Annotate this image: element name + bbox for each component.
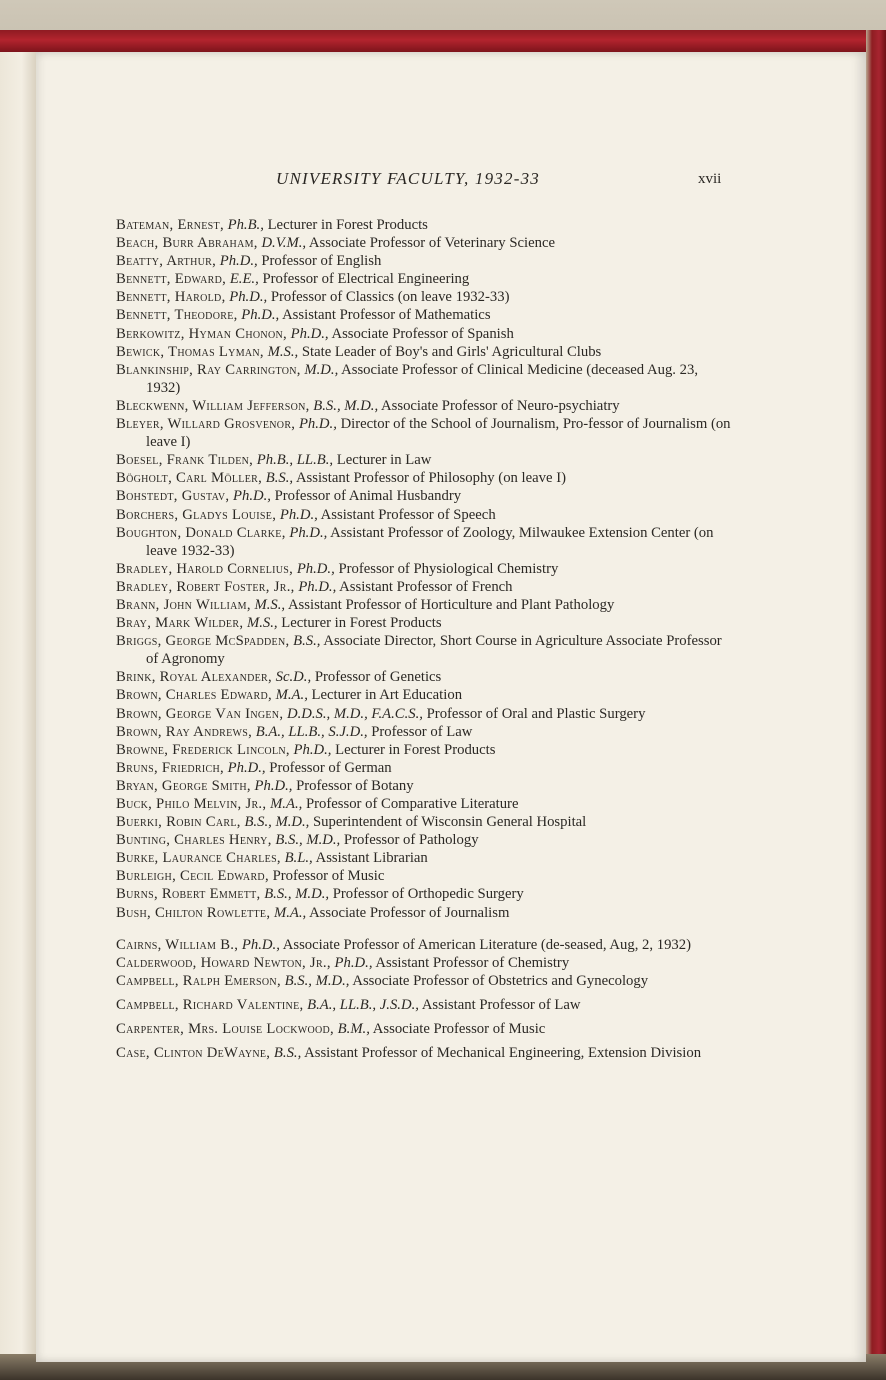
faculty-name: Bruns, Friedrich,	[116, 759, 224, 776]
faculty-entry	[116, 849, 731, 867]
faculty-degree: M.S.,	[267, 343, 299, 360]
faculty-title: Superintendent of Wisconsin General Hospital	[313, 814, 587, 831]
faculty-title: Associate Professor of Obstetrics and Gynecology	[352, 972, 649, 989]
faculty-name: Brown, George Van Ingen,	[116, 705, 284, 722]
faculty-name: Bunting, Charles Henry,	[116, 832, 272, 849]
faculty-name: Boughton, Donald Clarke,	[116, 524, 286, 541]
faculty-degree: M.A.,	[275, 687, 308, 704]
faculty-entry	[116, 270, 731, 288]
faculty-name: Bohstedt, Gustav,	[116, 488, 230, 505]
faculty-name: Berkowitz, Hyman Chonon,	[116, 325, 287, 342]
faculty-entry	[116, 614, 731, 632]
faculty-name: Bray, Mark Wilder,	[116, 615, 244, 632]
faculty-degree: Ph.D.,	[296, 560, 335, 577]
faculty-title: Associate Professor of Journalism	[309, 904, 510, 921]
faculty-degree: B.M.,	[337, 1021, 370, 1038]
faculty-degree: M.S.,	[246, 615, 278, 632]
faculty-name: Bennett, Harold,	[116, 289, 226, 306]
faculty-degree: Ph.D.,	[227, 759, 266, 776]
faculty-degree: Ph.D.,	[233, 488, 271, 505]
faculty-entry	[116, 867, 731, 885]
faculty-name: Burleigh, Cecil Edward,	[116, 868, 269, 885]
faculty-entry	[116, 996, 731, 1014]
faculty-name: Beatty, Arthur,	[116, 253, 217, 270]
faculty-title: Assistant Professor of Law	[421, 996, 581, 1013]
faculty-title: Professor of Genetics	[314, 669, 442, 686]
faculty-entry	[116, 487, 731, 505]
faculty-title: Lecturer in Forest Products	[335, 741, 496, 758]
book-page	[36, 52, 866, 1362]
faculty-degree: M.D.,	[304, 361, 339, 378]
faculty-entry	[116, 1020, 731, 1038]
faculty-degree: Ph.D.,	[334, 954, 373, 971]
faculty-name: Bradley, Robert Foster, Jr.,	[116, 578, 295, 595]
faculty-title: Assistant Professor of Mechanical Engineering, Extension Division	[304, 1045, 702, 1062]
faculty-entry	[116, 686, 731, 704]
faculty-title: Professor of Law	[371, 723, 473, 740]
faculty-title: Associate Professor of Clinical Medicine (deceased Aug. 23, 1932)	[146, 361, 699, 396]
faculty-title: Professor of Botany	[296, 777, 414, 794]
faculty-degree: Ph.D.,	[298, 578, 337, 595]
faculty-name: Burns, Robert Emmett,	[116, 886, 261, 903]
page-number: xvii	[698, 171, 722, 187]
faculty-title: Professor of Classics (on leave 1932-33)	[270, 289, 510, 306]
faculty-name: Buck, Philo Melvin, Jr.,	[116, 796, 267, 812]
faculty-degree: B.S., M.D.,	[244, 814, 310, 831]
faculty-entry	[116, 252, 731, 270]
faculty-degree: Ph.D.,	[219, 253, 258, 270]
faculty-degree: E.E.,	[229, 271, 259, 288]
faculty-name: Beach, Burr Abraham,	[116, 235, 258, 252]
faculty-name: Briggs, George McSpadden,	[116, 633, 290, 650]
faculty-title: State Leader of Boy's and Girls' Agricultural Clubs	[301, 343, 602, 360]
faculty-title: Associate Professor of Music	[372, 1021, 546, 1038]
faculty-degree: Ph.D.,	[229, 289, 268, 306]
faculty-name: Carpenter, Mrs. Louise Lockwood,	[116, 1021, 334, 1038]
faculty-list	[116, 216, 731, 1062]
faculty-title: Associate Professor of Veterinary Science	[308, 235, 555, 252]
faculty-name: Buerki, Robin Carl,	[116, 814, 241, 831]
faculty-title: Assistant Professor of Zoology, Milwaukee Extension Center (on leave 1932-33)	[146, 524, 714, 559]
faculty-degree: Ph.B., LL.B.,	[256, 452, 334, 469]
faculty-title: Assistant Professor of Philosophy (on leave I)	[295, 470, 566, 487]
faculty-name: Bleckwenn, William Jefferson,	[116, 397, 310, 414]
faculty-entry	[116, 234, 731, 252]
faculty-entry	[116, 723, 731, 741]
faculty-degree: Ph.D.,	[298, 416, 337, 433]
faculty-title: Associate Professor of Neuro-psychiatry	[381, 397, 620, 414]
faculty-entry	[116, 632, 731, 668]
faculty-entry	[116, 668, 731, 686]
faculty-degree: Ph.D.,	[290, 325, 329, 342]
faculty-name: Bögholt, Carl Möller,	[116, 470, 263, 487]
faculty-entry	[116, 469, 731, 487]
faculty-name: Campbell, Ralph Emerson,	[116, 972, 281, 989]
faculty-entry	[116, 795, 731, 813]
faculty-entry	[116, 705, 731, 723]
faculty-degree: Ph.D.,	[279, 506, 318, 523]
faculty-degree: B.S., M.D.,	[275, 832, 341, 849]
faculty-degree: Ph.D.,	[241, 936, 280, 953]
page-header	[36, 169, 866, 195]
faculty-entry	[116, 904, 731, 922]
faculty-degree: B.A., LL.B., S.J.D.,	[255, 723, 368, 740]
faculty-degree: M.A.,	[270, 796, 303, 812]
faculty-title: Associate Professor of Spanish	[331, 325, 514, 342]
faculty-name: Brink, Royal Alexander,	[116, 669, 272, 686]
book-binding-top	[0, 30, 886, 52]
faculty-entry	[116, 361, 731, 397]
faculty-degree: M.A.,	[273, 904, 307, 921]
faculty-title: Assistant Professor of Chemistry	[375, 954, 570, 971]
faculty-degree: Sc.D.,	[275, 669, 312, 686]
faculty-title: Assistant Professor of French	[339, 578, 513, 595]
faculty-name: Cairns, William B.,	[116, 936, 239, 953]
faculty-entry	[116, 343, 731, 361]
faculty-entry	[116, 777, 731, 795]
faculty-entry	[116, 397, 731, 415]
faculty-name: Burke, Laurance Charles,	[116, 850, 281, 867]
faculty-title: Professor of English	[261, 253, 382, 270]
faculty-degree: B.S., M.D.,	[284, 972, 350, 989]
faculty-entry	[116, 1044, 731, 1062]
faculty-degree: B.S.,	[265, 470, 294, 487]
faculty-entry	[116, 506, 731, 524]
faculty-entry	[116, 936, 731, 954]
faculty-title: Associate Professor of American Literature (de-seased, Aug, 2, 1932)	[282, 936, 692, 953]
faculty-entry	[116, 216, 731, 234]
faculty-entry	[116, 759, 731, 777]
faculty-degree: B.S.,	[293, 633, 321, 650]
faculty-name: Bush, Chilton Rowlette,	[116, 904, 271, 921]
faculty-degree: B.A., LL.B., J.S.D.,	[307, 996, 419, 1013]
faculty-degree: B.S., M.D.,	[264, 886, 330, 903]
faculty-title: Assistant Professor of Horticulture and Plant Pathology	[287, 596, 615, 613]
faculty-title: Professor of Music	[272, 868, 385, 885]
faculty-entry	[116, 741, 731, 759]
faculty-name: Boesel, Frank Tilden,	[116, 452, 254, 469]
faculty-title: Professor of Physiological Chemistry	[338, 560, 559, 577]
faculty-title: Professor of Electrical Engineering	[262, 271, 470, 288]
faculty-degree: B.L.,	[284, 850, 313, 867]
page-gutter	[0, 52, 36, 1380]
faculty-name: Bennett, Theodore,	[116, 307, 238, 324]
book-binding-right	[866, 30, 886, 1380]
faculty-entry	[116, 560, 731, 578]
faculty-title: Assistant Librarian	[315, 850, 428, 867]
faculty-degree: Ph.B.,	[227, 217, 264, 233]
faculty-name: Browne, Frederick Lincoln,	[116, 741, 290, 758]
faculty-entry	[116, 451, 731, 469]
faculty-title: Professor of Comparative Literature	[305, 796, 519, 812]
faculty-entry	[116, 813, 731, 831]
faculty-title: Associate Director, Short Course in Agriculture Associate Professor of Agronomy	[146, 633, 722, 668]
faculty-title: Lecturer in Art Education	[311, 687, 463, 704]
faculty-title: Assistant Professor of Mathematics	[282, 307, 491, 324]
faculty-name: Brann, John William,	[116, 596, 251, 613]
faculty-title: Lecturer in Forest Products	[281, 615, 442, 632]
faculty-entry	[116, 306, 731, 324]
faculty-name: Bradley, Harold Cornelius,	[116, 560, 294, 577]
faculty-degree: Ph.D.,	[293, 741, 332, 758]
faculty-entry	[116, 288, 731, 306]
faculty-title: Professor of Animal Husbandry	[274, 488, 462, 505]
faculty-name: Bewick, Thomas Lyman,	[116, 343, 264, 360]
faculty-name: Bleyer, Willard Grosvenor,	[116, 416, 296, 433]
faculty-entry	[116, 596, 731, 614]
faculty-degree: Ph.D.,	[241, 307, 280, 324]
faculty-entry	[116, 831, 731, 849]
faculty-title: Professor of German	[269, 759, 392, 776]
faculty-entry	[116, 885, 731, 903]
faculty-name: Bryan, George Smith,	[116, 777, 251, 794]
faculty-title: Director of the School of Journalism, Pro-fessor of Journalism (on leave I)	[146, 416, 731, 451]
faculty-degree: M.S.,	[254, 596, 286, 613]
faculty-title: Professor of Orthopedic Surgery	[332, 886, 524, 903]
faculty-name: Borchers, Gladys Louise,	[116, 506, 277, 523]
faculty-name: Bennett, Edward,	[116, 271, 227, 288]
faculty-degree: B.S., M.D.,	[313, 397, 379, 414]
faculty-title: Professor of Oral and Plastic Surgery	[426, 705, 646, 722]
faculty-entry	[116, 325, 731, 343]
faculty-name: Case, Clinton DeWayne,	[116, 1045, 271, 1062]
faculty-name: Bateman, Ernest,	[116, 217, 224, 233]
running-title: UNIVERSITY FACULTY, 1932-33	[276, 169, 540, 188]
faculty-degree: D.D.S., M.D., F.A.C.S.,	[286, 705, 423, 722]
faculty-entry	[116, 972, 731, 990]
faculty-entry	[116, 524, 731, 560]
faculty-title: Lecturer in Law	[336, 452, 432, 469]
faculty-title: Professor of Pathology	[343, 832, 479, 849]
faculty-entry	[116, 954, 731, 972]
faculty-entry	[116, 578, 731, 596]
faculty-name: Campbell, Richard Valentine,	[116, 996, 304, 1013]
faculty-name: Blankinship, Ray Carrington,	[116, 361, 301, 378]
faculty-degree: B.S.,	[273, 1045, 302, 1062]
faculty-name: Calderwood, Howard Newton, Jr.,	[116, 954, 331, 971]
faculty-degree: Ph.D.,	[254, 777, 293, 794]
faculty-degree: D.V.M.,	[261, 235, 307, 252]
faculty-entry	[116, 415, 731, 451]
faculty-title: Lecturer in Forest Products	[267, 217, 428, 233]
faculty-name: Brown, Charles Edward,	[116, 687, 272, 704]
faculty-name: Brown, Ray Andrews,	[116, 723, 253, 740]
faculty-title: Assistant Professor of Speech	[320, 506, 496, 523]
faculty-degree: Ph.D.,	[289, 524, 328, 541]
